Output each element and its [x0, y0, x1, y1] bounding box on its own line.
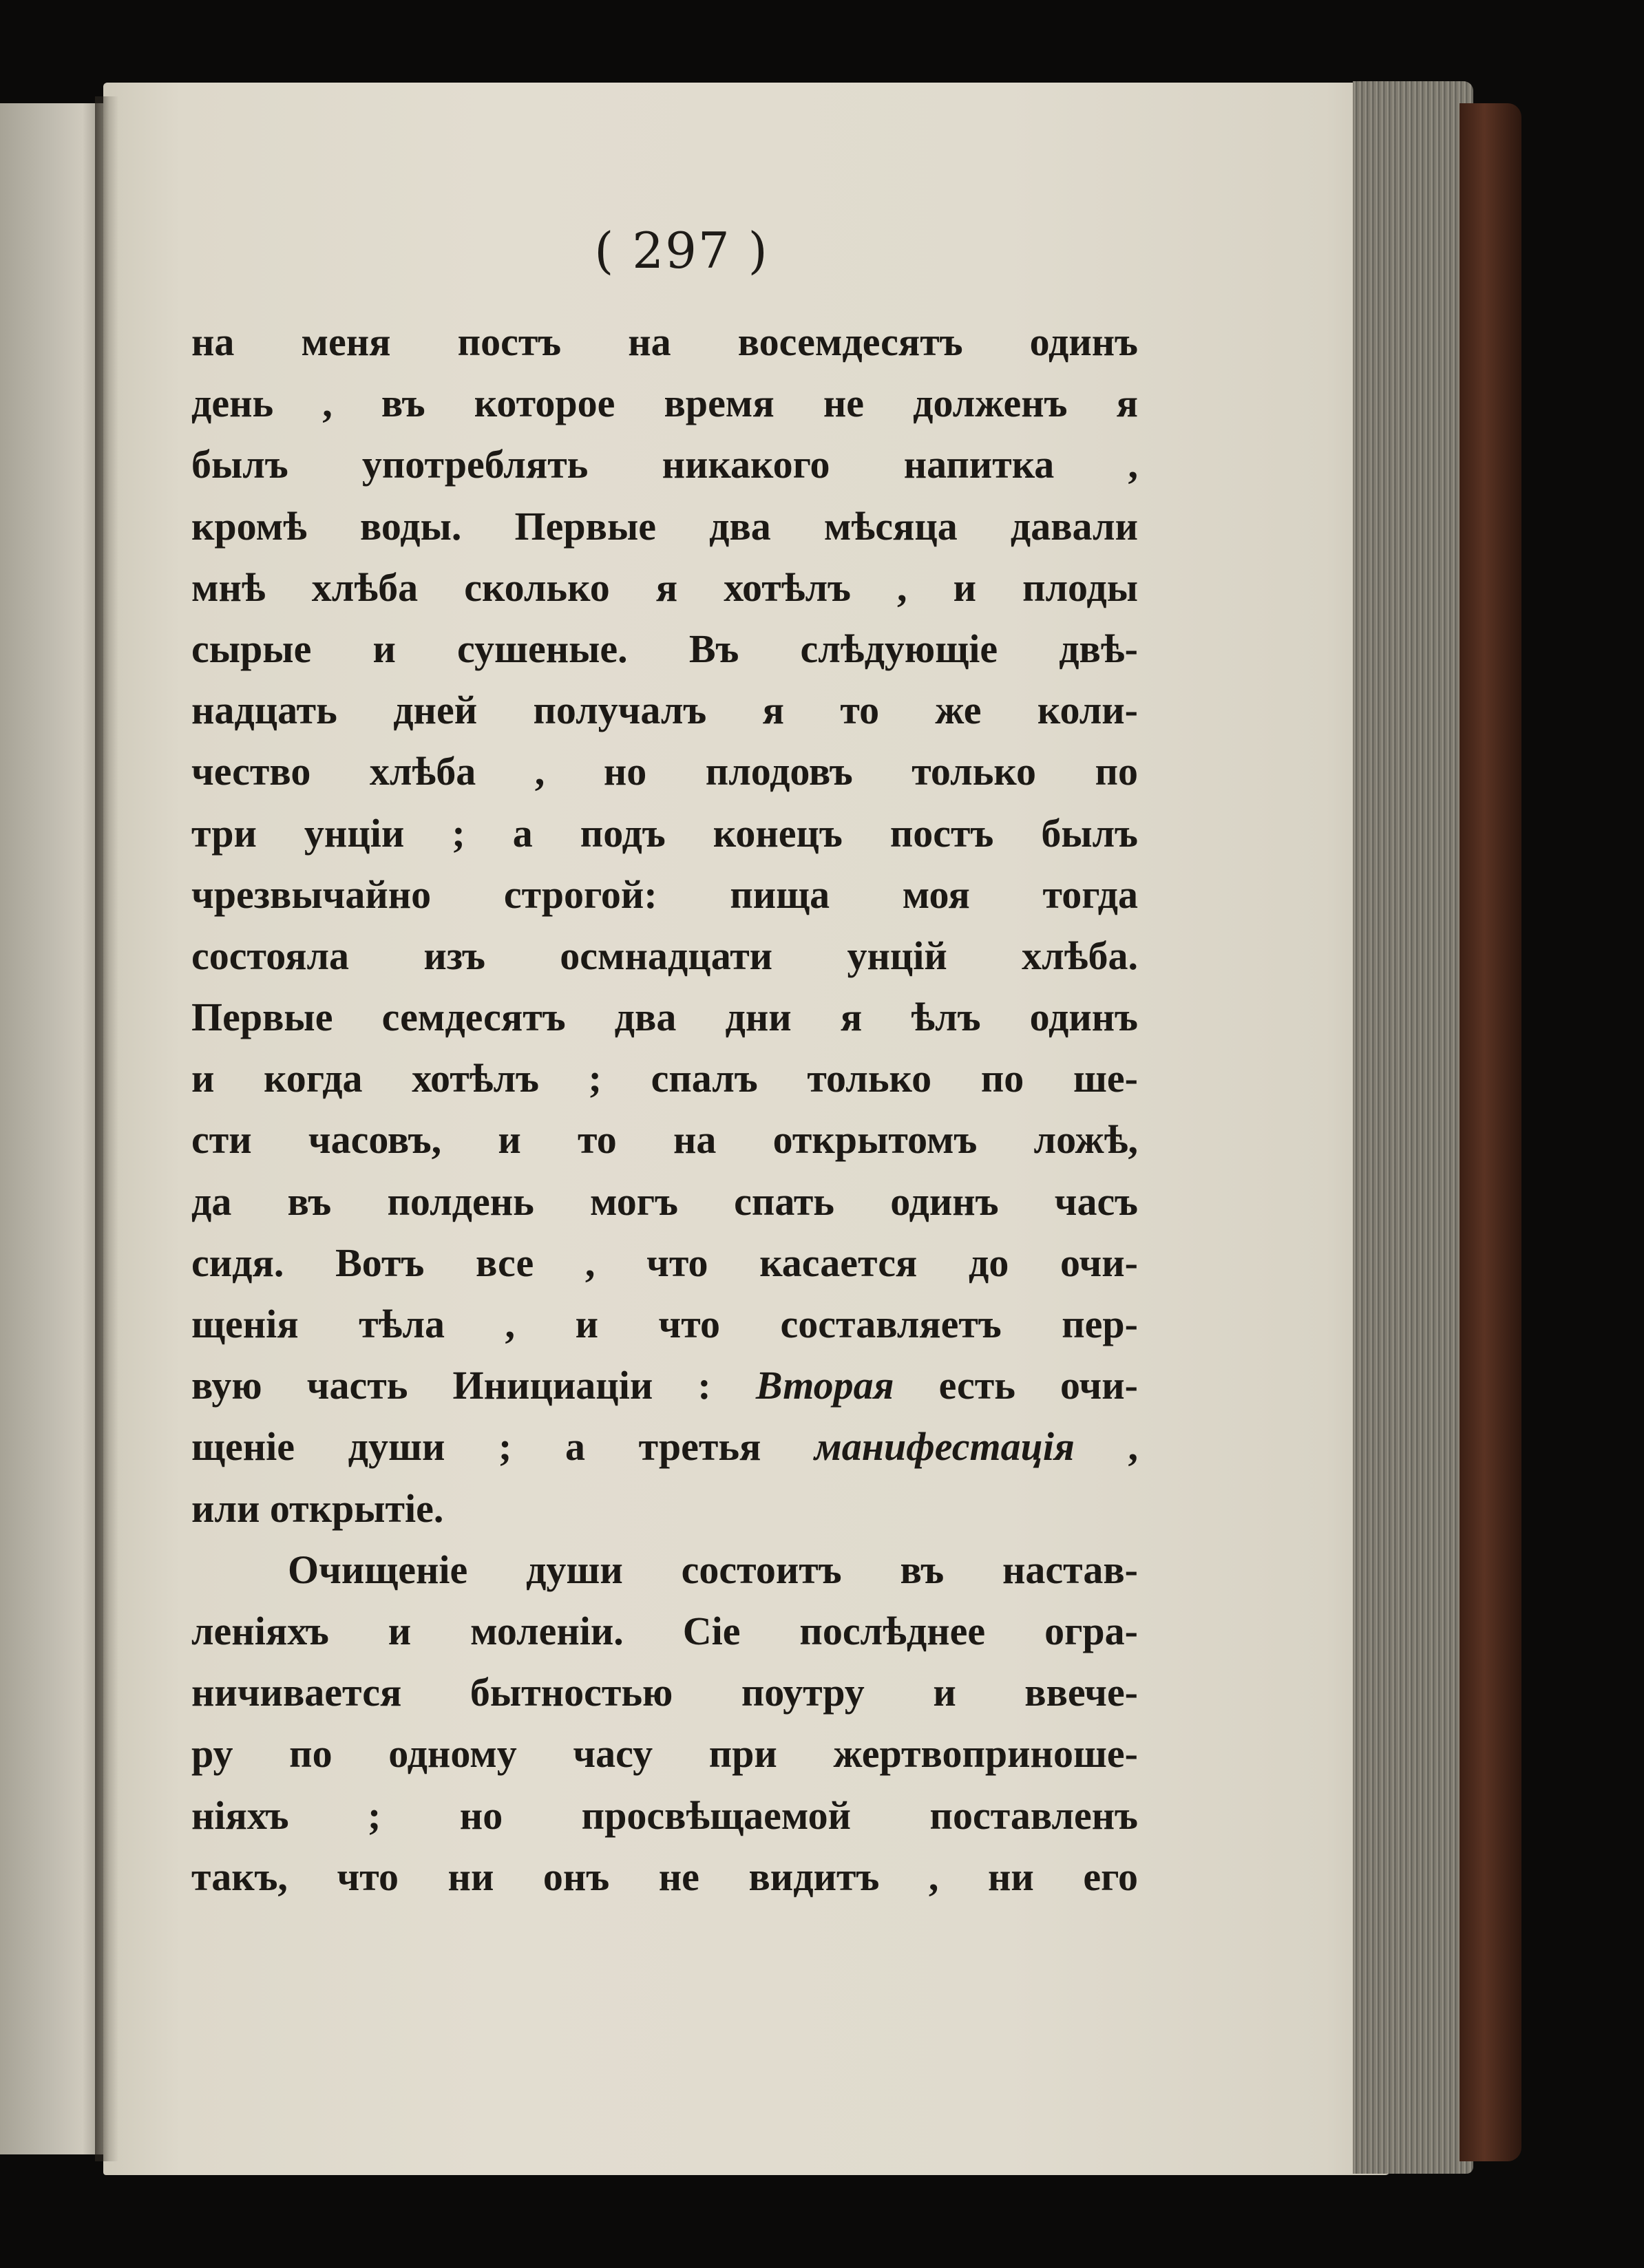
text-line: такъ, что ни онъ не видитъ , ни его: [191, 1854, 1138, 1899]
text-line: ничивается бытностью поутру и ввече-: [191, 1670, 1138, 1715]
page-block-edge: [1353, 81, 1473, 2174]
italic-term: Вторая: [755, 1363, 894, 1408]
text-line: мнѣ хлѣба сколько я хотѣлъ , и плоды: [191, 564, 1138, 610]
text-line: состояла изъ осмнадцати унцій хлѣба.: [191, 933, 1138, 978]
text-segment: щеніе души ; а третья: [191, 1424, 815, 1470]
text-line: день , въ которое время не долженъ я: [191, 381, 1138, 426]
text-line-paragraph-start: Очищеніе души состоитъ въ настав-: [288, 1547, 1138, 1592]
book-cover-edge: [1459, 103, 1521, 2161]
page-gutter: [95, 96, 118, 2161]
left-page-edge: [0, 103, 103, 2154]
text-segment: есть очи-: [894, 1363, 1138, 1408]
text-line: сидя. Вотъ все , что касается до очи-: [191, 1240, 1138, 1285]
text-line: ніяхъ ; но просвѣщаемой поставленъ: [191, 1792, 1138, 1838]
text-line: [191, 1416, 1138, 1477]
text-line: надцать дней получалъ я то же коли-: [191, 688, 1138, 733]
text-line: леніяхъ и моленіи. Сіе послѣднее огра-: [191, 1608, 1138, 1653]
text-line: щенія тѣла , и что составляетъ пер-: [191, 1302, 1138, 1346]
text-line: Первые семдесятъ два дни я ѣлъ одинъ: [191, 995, 1138, 1040]
body-text: [191, 311, 1138, 1907]
text-line-paragraph-end: или открытіе.: [191, 1485, 444, 1531]
italic-term: манифестація: [814, 1424, 1075, 1470]
page-number: ( 297 ): [594, 222, 769, 279]
text-line: да въ полдень могъ спать одинъ часъ: [191, 1178, 1138, 1224]
text-line: чрезвычайно строгой: пища моя тогда: [191, 871, 1138, 917]
text-line: [191, 1355, 1138, 1416]
text-segment: ,: [1074, 1424, 1138, 1470]
text-line: сырые и сушеные. Въ слѣдующіе двѣ-: [191, 626, 1138, 671]
text-line: ру по одному часу при жертвоприноше-: [191, 1731, 1138, 1777]
text-line: и когда хотѣлъ ; спалъ только по ше-: [191, 1056, 1138, 1101]
text-line: былъ употреблять никакого напитка ,: [191, 442, 1138, 487]
text-line: сти часовъ, и то на открытомъ ложѣ,: [191, 1117, 1138, 1163]
text-line: три унціи ; а подъ конецъ постъ былъ: [191, 810, 1138, 856]
text-line: чество хлѣба , но плодовъ только по: [191, 749, 1138, 794]
text-segment: вую часть Инициаціи :: [191, 1363, 756, 1408]
text-line: на меня постъ на восемдесятъ одинъ: [191, 319, 1138, 364]
text-line: кромѣ воды. Первые два мѣсяца давали: [191, 503, 1138, 549]
